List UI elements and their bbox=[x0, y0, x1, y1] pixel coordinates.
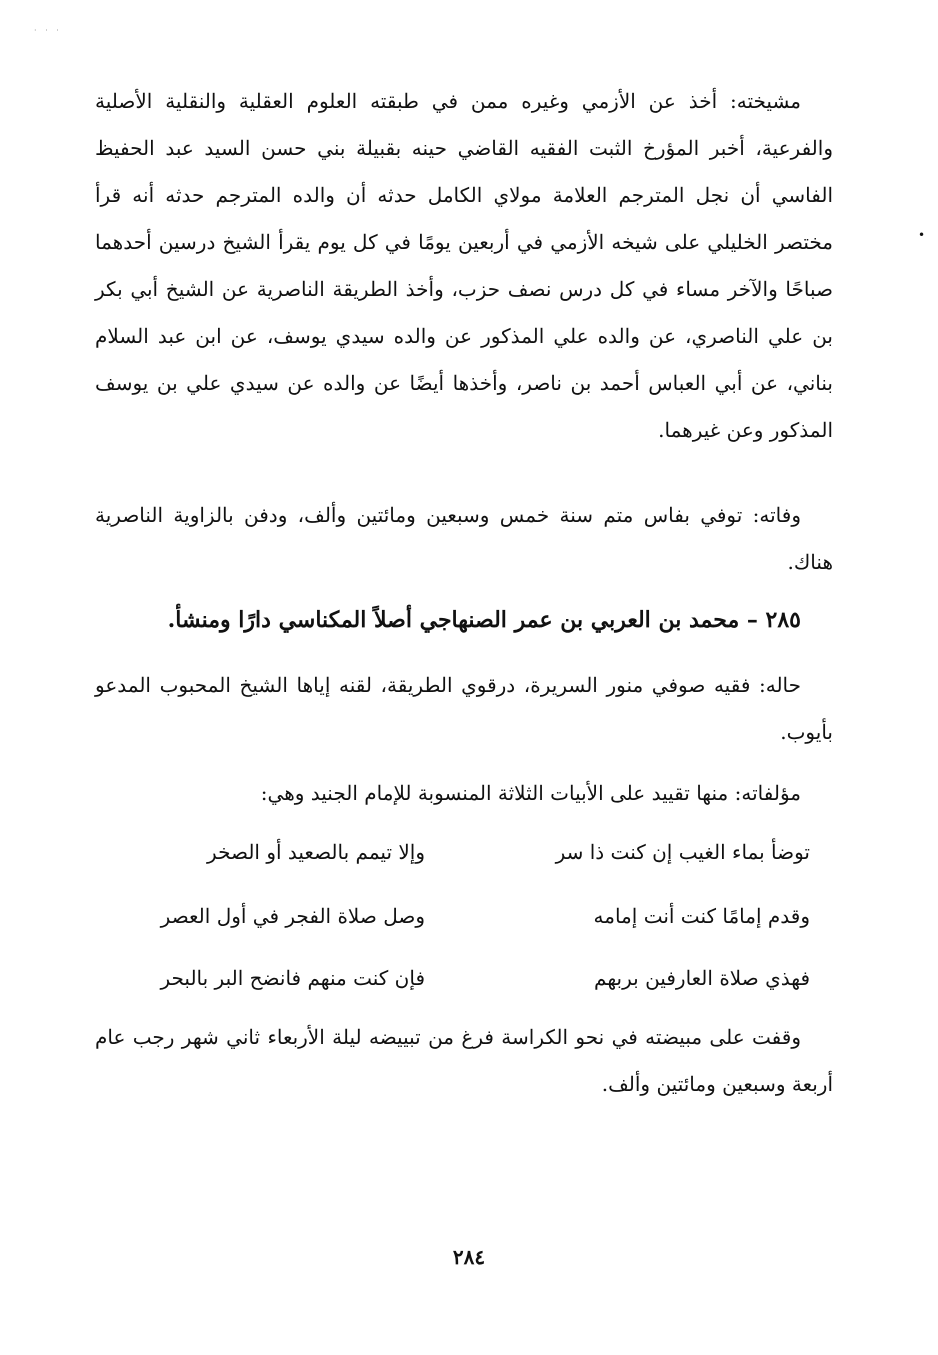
body-text-closing bbox=[95, 1014, 833, 1108]
verse-line bbox=[105, 896, 810, 936]
entry-heading: ٢٨٥ – محمد بن العربي بن عمر الصنهاجي أصلاً المكناسي دارًا ومنشأ. bbox=[167, 607, 801, 633]
paragraph-haluhu: حاله: فقيه صوفي منور السريرة، درقوي الطريقة، لقنه إياها الشيخ المحبوب المدعو بأيوب. bbox=[95, 673, 833, 744]
verse-second-hemistich: فإن كنت منهم فانضح البر بالبحر bbox=[160, 966, 425, 990]
verse-second-hemistich: وإلا تيمم بالصعيد أو الصخر bbox=[207, 840, 425, 864]
verse-first-hemistich: فهذي صلاة العارفين بربهم bbox=[594, 966, 810, 990]
paragraph-muallafat: مؤلفاته: منها تقييد على الأبيات الثلاثة المنسوبة للإمام الجنيد وهي: bbox=[260, 781, 801, 805]
paragraph-wafat: وفاته: توفي بفاس متم سنة خمس وسبعين ومائتين وألف، ودفن بالزاوية الناصرية هناك. bbox=[95, 503, 833, 574]
corner-mark: · · · bbox=[34, 26, 62, 35]
verse-second-hemistich: وصل صلاة الفجر في أول العصر bbox=[160, 904, 425, 928]
paragraph-closing: وقفت على مبيضته في نحو الكراسة فرغ من تبييضه ليلة الأربعاء ثاني شهر رجب عام أربعة وسبعين ومائتين وألف. bbox=[95, 1025, 833, 1096]
page-number: ٢٨٤ bbox=[452, 1245, 486, 1269]
paragraph-mashyakhah: مشيخته: أخذ عن الأزمي وغيره ممن في طبقته العلوم العقلية والنقلية الأصلية والفرعية، أخبر المؤرخ الثبت الفقيه القاضي حينه بقبيلة بني حسن السيد عبد الحفيظ الفاسي أن نجل المترجم العلامة مولاي الكامل حدثه أن والده المترجم حدثه أنه قرأ مختصر الخليلي على شيخه الأزمي في أربعين يومًا في كل يوم يقرأ الشيخ درسين أحدهما صباحًا والآخر مساء في كل درس نصف حزب، وأخذ الطريقة الناصرية عن الشيخ أبي بكر بن علي الناصري، عن والده علي المذكور عن والده سيدي يوسف، عن ابن عبد السلام بناني، عن أبي العباس أحمد بن ناصر، وأخذها أيضًا عن والده عن سيدي علي بن يوسف المذكور وعن غيرهما. bbox=[95, 89, 833, 442]
verse-first-hemistich: وقدم إمامًا كنت أنت إمامه bbox=[593, 904, 810, 928]
body-text-haluhu bbox=[95, 662, 833, 756]
body-text-wafat bbox=[95, 492, 833, 586]
body-text-top bbox=[95, 78, 833, 454]
verse-line bbox=[105, 832, 810, 872]
body-text-muallafat bbox=[95, 770, 833, 817]
margin-dot: • bbox=[918, 228, 926, 242]
verse-line bbox=[105, 958, 810, 998]
verse-first-hemistich: توضأ بماء الغيب إن كنت ذا سر bbox=[555, 840, 810, 864]
